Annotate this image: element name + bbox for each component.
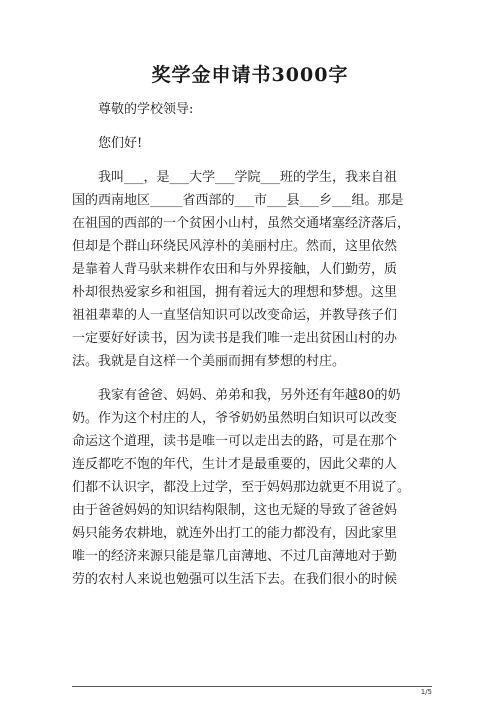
paragraph-line: 我家有爸爸、妈妈、弟弟和我，另外还有年越80的奶: [98, 388, 401, 403]
paragraph-line: 由于爸爸妈妈的知识结构限制，这也无疑的导致了爸爸妈: [72, 503, 398, 518]
paragraph-line: 在祖国的西部的一个贫困小山村，虽然交通堵塞经济落后，: [72, 216, 411, 231]
greeting: 您们好!: [98, 136, 143, 151]
paragraph-line: 唯一的经济来源只能是靠几亩薄地、不过几亩薄地对于勤: [72, 549, 398, 564]
document-title: 奖学金申请书3000字: [151, 64, 349, 86]
paragraph-line: 祖祖辈辈的人一直坚信知识可以改变命运，并教导孩子们: [72, 308, 398, 323]
footer-divider: [72, 686, 432, 687]
paragraph-line: 们都不认识字，都没上过学，至于妈妈那边就更不用说了。: [72, 480, 411, 495]
paragraph-line: 一定要好好读书，因为读书是我们唯一走出贫困山村的办: [72, 331, 398, 346]
paragraph-line: 国的西南地区_____省西部的___市___县___乡___组。那是: [72, 193, 404, 208]
paragraph-line: 奶。作为这个村庄的人，爷爷奶奶虽然明白知识可以改变: [72, 411, 398, 426]
paragraph-line: 劳的农村人来说也勉强可以生活下去。在我们很小的时候: [72, 572, 398, 587]
paragraph-line: 但却是个群山环绕民风淳朴的美丽村庄。然而，这里依然: [72, 239, 398, 254]
paragraph-line: 连反都吃不饱的年代，生计才是最重要的，因此父辈的人: [72, 457, 398, 472]
salutation: 尊敬的学校领导:: [98, 102, 194, 117]
paragraph-line: 是靠着人背马驮来耕作农田和与外界接触，人们勤劳，质: [72, 262, 398, 277]
page-number: 1/5: [420, 688, 432, 696]
paragraph-line: 法。我就是自这样一个美丽而拥有梦想的村庄。: [72, 354, 346, 369]
paragraph-line: 命运这个道理，读书是唯一可以走出去的路，可是在那个: [72, 434, 398, 449]
paragraph-line: 朴却很热爱家乡和祖国，拥有着远大的理想和梦想。这里: [72, 285, 398, 300]
paragraph-line: 妈只能务农耕地，就连外出打工的能力都没有，因此家里: [72, 526, 398, 541]
paragraph-line: 我叫___，是___大学___学院___班的学生，我来自祖: [98, 170, 398, 185]
